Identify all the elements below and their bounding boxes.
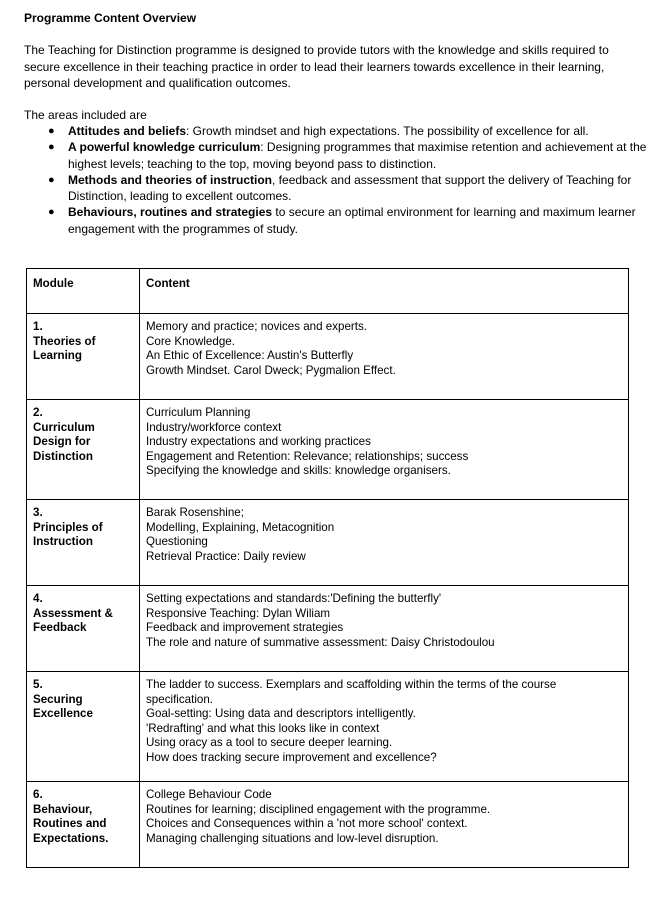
area-text: : Growth mindset and high expectations. The possibility of excellence for all. [186,124,589,138]
content-line: How does tracking secure improvement and excellence? [146,750,437,764]
table-row [27,400,629,500]
module-name: Learning [33,349,82,362]
module-cell [27,782,140,868]
content-line: Choices and Consequences within a 'not more school' context. [146,817,468,830]
content-cell [140,672,629,782]
module-name: Feedback [33,621,87,634]
area-title: Behaviours, routines and strategies [68,205,273,220]
bullet-icon: ● [48,173,55,186]
content-line: Specifying the knowledge and skills: knowledge organisers. [146,464,451,477]
area-text: , feedback and assessment that support the delivery of Teaching for Distinction, leading to excellent outcomes. [68,172,632,204]
content-line: Core Knowledge. [146,334,235,348]
content-line: College Behaviour Code [146,788,272,801]
module-number: 1. [33,320,43,333]
content-line: Industry expectations and working practices [146,435,371,448]
content-line: The ladder to success. Exemplars and scaffolding within the terms of the course specification. [146,678,557,706]
content-cell [140,500,629,586]
content-line: Questioning [146,535,208,548]
areas-label: The areas included are [24,108,147,122]
content-cell [140,400,629,500]
content-line: Modelling, Explaining, Metacognition [146,520,335,534]
module-cell [27,400,140,500]
content-cell [140,782,629,868]
module-name: Securing [33,692,83,706]
module-number: 6. [33,788,43,801]
content-line: 'Redrafting' and what this looks like in context [146,721,380,735]
module-number: 5. [33,678,43,691]
module-cell [27,672,140,782]
list-item [48,123,648,139]
bullet-icon: ● [48,141,55,154]
bullet-icon: ● [48,206,55,219]
content-line: An Ethic of Excellence: Austin's Butterfly [146,349,354,362]
module-name: Theories of [33,334,96,348]
module-name: Instruction [33,535,93,548]
list-item [48,172,648,205]
table-row [27,672,629,782]
module-table [26,268,629,868]
content-line: Routines for learning; disciplined engagement with the programme. [146,802,491,816]
content-line: The role and nature of summative assessment: Daisy Christodoulou [146,635,495,649]
module-number: 3. [33,506,43,519]
content-line: Curriculum Planning [146,406,251,419]
content-cell [140,314,629,400]
module-name: Curriculum [33,420,95,434]
content-line: Barak Rosenshine; [146,506,244,519]
module-name: Behaviour, [33,802,93,816]
content-line: Responsive Teaching: Dylan Wiliam [146,606,331,620]
areas-list [48,123,648,237]
area-title: Methods and theories of instruction [68,172,273,187]
module-name: Design for [33,435,91,448]
table-row [27,500,629,586]
content-line: Industry/workforce context [146,420,282,434]
module-cell [27,500,140,586]
bullet-icon: ● [48,125,55,137]
module-name: Distinction [33,449,93,463]
table-row [27,782,629,868]
table-row [27,586,629,672]
module-name: Assessment & [33,606,113,620]
area-title: A powerful knowledge curriculum [68,140,261,155]
module-number: 2. [33,406,43,419]
list-item [48,204,648,237]
module-name: Principles of [33,520,103,534]
content-line: Memory and practice; novices and experts. [146,320,368,333]
area-text: : Designing programmes that maximise retention and achievement at the highest levels; teaching to the top, moving beyond pass to distinction. [68,140,647,171]
module-cell [27,314,140,400]
module-name: Excellence [33,707,93,720]
module-cell [27,586,140,672]
intro-paragraph: The Teaching for Distinction programme is designed to provide tutors with the knowledge and skills required to secure excellence in their teaching practice in order to lead their learners towards excellence in their learning, personal development and qualification outcomes. [24,43,609,90]
content-line: Setting expectations and standards:'Defining the butterfly' [146,592,442,605]
content-line: Using oracy as a tool to secure deeper learning. [146,736,393,749]
module-name: Expectations. [33,831,109,845]
module-number: 4. [33,592,43,605]
table-row [27,314,629,400]
area-text: to secure an optimal environment for learning and maximum learner engagement with the programmes of study. [68,205,636,236]
module-name: Routines and [33,817,107,830]
page-title: Programme Content Overview [24,11,197,25]
area-title: Attitudes and beliefs [68,124,187,138]
content-cell [140,586,629,672]
table-header-row [27,269,629,314]
content-line: Goal-setting: Using data and descriptors intelligently. [146,707,416,720]
header-module: Module [27,269,140,314]
content-line: Engagement and Retention: Relevance; relationships; success [146,449,469,463]
content-line: Growth Mindset. Carol Dweck; Pygmalion Effect. [146,363,396,377]
content-line: Retrieval Practice: Daily review [146,549,306,563]
list-item [48,139,648,172]
header-content: Content [140,269,629,314]
content-line: Managing challenging situations and low-level disruption. [146,831,439,845]
content-line: Feedback and improvement strategies [146,621,344,634]
